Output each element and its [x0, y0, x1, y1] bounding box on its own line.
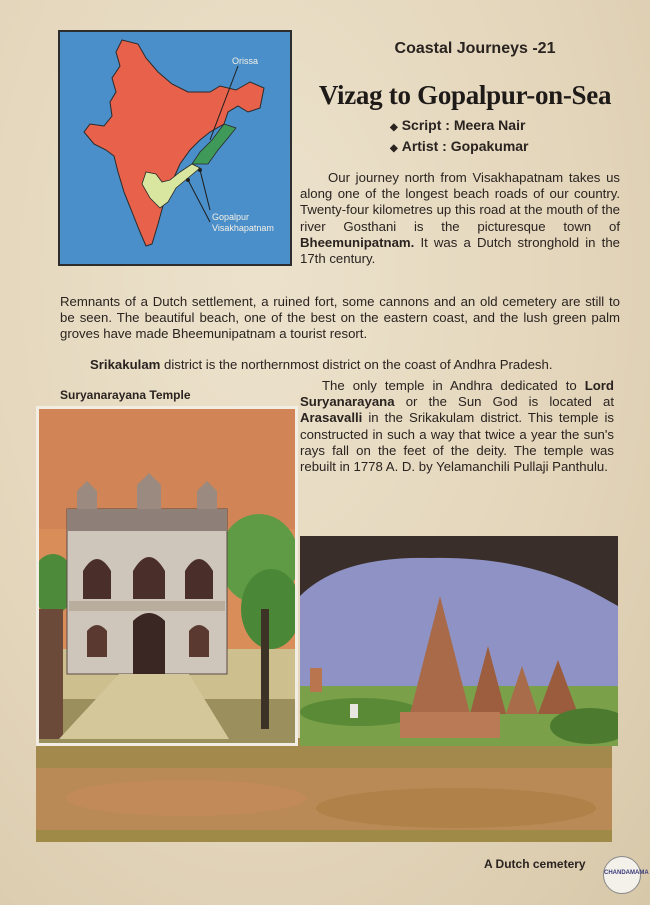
diamond-bullet-icon: ◆ [390, 122, 398, 133]
paragraph-intro: Our journey north from Visakhapatnam takes us along one of the longest beach roads of our country. Twenty-four kilometres up this road at the mouth of the river Gosthani is the picturesque town of Bheemunipatnam. It was a Dutch stronghold in the 17th century. [300, 170, 620, 267]
suryanarayana-temple-illustration [36, 406, 298, 746]
map-label-visakhapatnam: Visakhapatnam [212, 223, 274, 233]
visakhapatnam-leader-line [188, 180, 210, 222]
artist-credit: ◆ Artist : Gopakumar [390, 138, 529, 154]
publisher-logo: CHANDAMAMA [603, 856, 641, 894]
credits [390, 116, 529, 158]
dutch-cemetery-illustration [300, 536, 618, 746]
caption-cemetery: A Dutch cemetery [484, 857, 586, 871]
gopalpur-leader-line [200, 170, 210, 210]
paragraph-dutch-settlement: Remnants of a Dutch settlement, a ruined fort, some cannons and an old cemetery are still to be seen. The beautiful beach, one of the best on the eastern coast, and the lush green palm groves have made Bheemunipatnam a tourist resort. [60, 294, 620, 342]
script-credit: ◆ Script : Meera Nair [390, 117, 526, 133]
diamond-bullet-icon: ◆ [390, 143, 398, 154]
paragraph-temple: The only temple in Andhra dedicated to Lord Suryanarayana or the Sun God is located at Arasavalli in the Srikakulam district. This temple is constructed in such a way that twice a year the sun's rays fall on the feet of the deity. The temple was rebuilt in 1778 A. D. by Yelamanchili Pullaji Panthulu. [300, 378, 614, 475]
map-label-gopalpur: Gopalpur [212, 212, 250, 222]
map-label-orissa: Orissa [232, 56, 259, 66]
paragraph-srikakulam: Srikakulam district is the northernmost district on the coast of Andhra Pradesh. [90, 357, 553, 372]
caption-temple: Suryanarayana Temple [60, 388, 191, 402]
page-title: Vizag to Gopalpur-on-Sea [318, 80, 612, 110]
ground-strip-illustration [36, 738, 612, 842]
india-map [58, 30, 292, 266]
series-heading: Coastal Journeys -21 [394, 40, 556, 57]
